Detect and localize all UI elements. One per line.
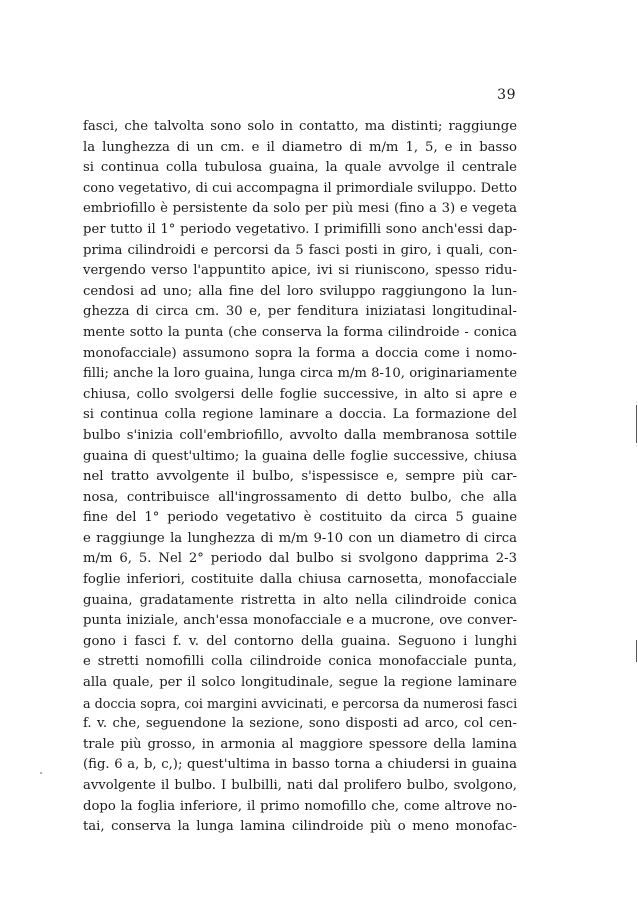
scan-speck — [40, 772, 42, 774]
body-text — [83, 117, 517, 838]
text-line: vergendo verso l'appuntito apice, ivi si riuniscono, spesso ridu- — [83, 263, 517, 279]
text-line: guaina di quest'ultimo; la guaina delle foglie successive, chiusa — [83, 448, 517, 464]
text-line: mente sotto la punta (che conserva la forma cilindroide - conica — [83, 324, 517, 340]
text-line: f. v. che, seguendone la sezione, sono disposti ad arco, col cen- — [83, 716, 517, 732]
text-line: embriofillo è persistente da solo per più mesi (fino a 3) e vegeta — [83, 201, 517, 217]
text-line: la lunghezza di un cm. e il diametro di m/m 1, 5, e in basso — [83, 139, 517, 155]
text-line: trale più grosso, in armonia al maggiore spessore della lamina — [83, 736, 517, 752]
text-line: bulbo s'inizia coll'embriofillo, avvolto dalla membranosa sottile — [83, 427, 517, 443]
text-line: prima cilindroidi e percorsi da 5 fasci posti in giro, i quali, con- — [83, 242, 517, 258]
text-line: punta iniziale, anch'essa monofacciale e a mucrone, ove conver- — [83, 613, 517, 629]
text-line: e raggiunge la lunghezza di m/m 9-10 con un diametro di circa — [83, 530, 517, 546]
text-line: nel tratto avvolgente il bulbo, s'ispessisce e, sempre più car- — [83, 469, 517, 485]
scan-edge-mark — [636, 405, 637, 443]
text-line: ghezza di circa cm. 30 e, per fenditura iniziatasi longitudinal- — [83, 304, 517, 320]
text-line: gono i fasci f. v. del contorno della guaina. Seguono i lunghi — [83, 633, 517, 649]
text-line: fine del 1° periodo vegetativo è costituito da circa 5 guaine — [83, 510, 517, 526]
text-line: chiusa, collo svolgersi delle foglie successive, in alto si apre e — [83, 386, 517, 402]
text-line: guaina, gradatamente ristretta in alto nella cilindroide conica — [83, 592, 517, 608]
text-line: nosa, contribuisce all'ingrossamento di detto bulbo, che alla — [83, 489, 517, 505]
page-number: 39 — [497, 87, 516, 103]
text-line: cendosi ad uno; alla fine del loro sviluppo raggiungono la lun- — [83, 283, 517, 299]
scan-edge-mark — [636, 640, 637, 662]
text-line: foglie inferiori, costituite dalla chiusa carnosetta, monofacciale — [83, 572, 517, 588]
text-line: a doccia sopra, coi margini avvicinati, e percorsa da numerosi fasci — [83, 695, 518, 711]
text-line: (fig. 6 a, b, c,); quest'ultima in basso torna a chiudersi in guaina — [83, 757, 517, 773]
text-line: avvolgente il bulbo. I bulbilli, nati dal prolifero bulbo, svolgono, — [83, 778, 517, 793]
text-line: per tutto il 1° periodo vegetativo. I primifilli sono anch'essi dap- — [83, 221, 517, 237]
text-line: si continua colla tubulosa guaina, la quale avvolge il centrale — [83, 160, 517, 176]
text-line: m/m 6, 5. Nel 2° periodo dal bulbo si svolgono dapprima 2-3 — [83, 551, 517, 567]
text-line: alla quale, per il solco longitudinale, segue la regione laminare — [83, 675, 517, 691]
text-line: filli; anche la loro guaina, lunga circa m/m 8-10, originariamente — [83, 366, 517, 382]
text-line: monofacciale) assumono sopra la forma a doccia come i nomo- — [83, 345, 517, 361]
text-line: cono vegetativo, di cui accompagna il primordiale sviluppo. Detto — [83, 180, 517, 196]
text-line: dopo la foglia inferiore, il primo nomofillo che, come altrove no- — [83, 798, 517, 814]
text-line: fasci, che talvolta sono solo in contatto, ma distinti; raggiunge — [83, 119, 517, 134]
text-line: tai, conserva la lunga lamina cilindroide più o meno monofac- — [83, 819, 517, 835]
text-line: e stretti nomofilli colla cilindroide conica monofacciale punta, — [83, 654, 517, 670]
text-line: si continua colla regione laminare a doccia. La formazione del — [83, 407, 517, 423]
